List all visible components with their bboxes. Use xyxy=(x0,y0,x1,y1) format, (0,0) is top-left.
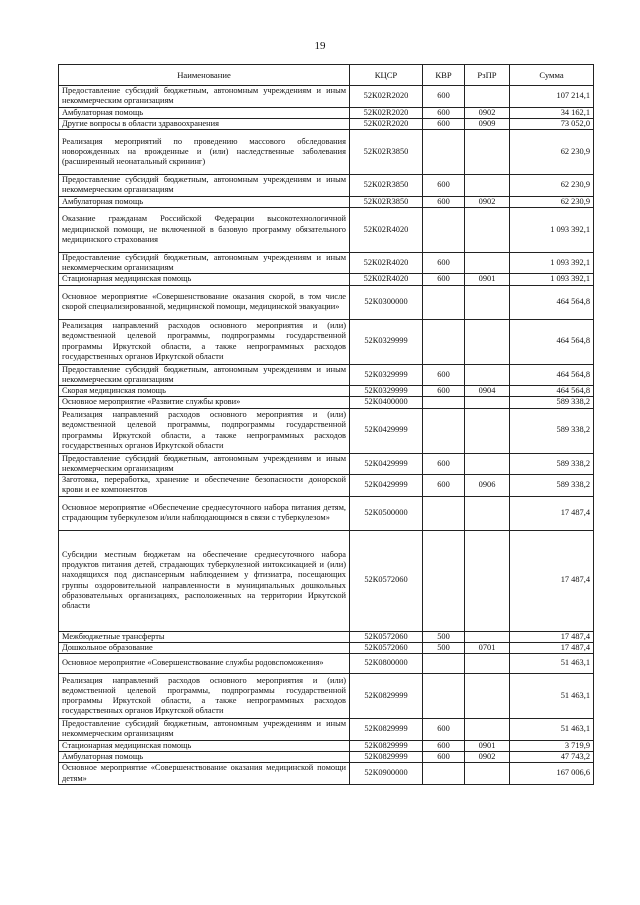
cell-kvr: 500 xyxy=(423,631,465,642)
cell-sum: 47 743,2 xyxy=(510,751,594,762)
table-row xyxy=(59,631,594,642)
cell-rzpr: 0902 xyxy=(465,107,510,118)
cell-rzpr: 0902 xyxy=(465,196,510,207)
table-row xyxy=(59,453,594,475)
cell-sum: 17 487,4 xyxy=(510,496,594,530)
cell-kvr: 600 xyxy=(423,107,465,118)
cell-rzpr xyxy=(465,763,510,785)
cell-name: Основное мероприятие «Развитие службы крови» xyxy=(59,397,350,408)
cell-code: 52К02R4020 xyxy=(350,274,423,285)
cell-name: Стационарная медицинская помощь xyxy=(59,274,350,285)
table-row xyxy=(59,408,594,453)
cell-name: Оказание гражданам Российской Федерации высокотехнологичной медицинской помощи, не включенной в базовую программу обязательного медицинского страхования xyxy=(59,207,350,252)
cell-kvr: 600 xyxy=(423,475,465,497)
cell-kvr xyxy=(423,319,465,364)
header-kvr: КВР xyxy=(423,65,465,86)
cell-name: Предоставление субсидий бюджетным, автономным учреждениям и иным некоммерческим организациям xyxy=(59,175,350,197)
table-row xyxy=(59,86,594,108)
cell-name: Основное мероприятие «Совершенствование оказания медицинской помощи детям» xyxy=(59,763,350,785)
cell-rzpr xyxy=(465,397,510,408)
cell-sum: 589 338,2 xyxy=(510,475,594,497)
cell-code: 52К0429999 xyxy=(350,475,423,497)
header-sum: Сумма xyxy=(510,65,594,86)
cell-rzpr xyxy=(465,453,510,475)
cell-rzpr xyxy=(465,654,510,674)
cell-code: 52К0829999 xyxy=(350,740,423,751)
cell-kvr: 600 xyxy=(423,364,465,386)
cell-name: Предоставление субсидий бюджетным, автономным учреждениям и иным некоммерческим организациям xyxy=(59,252,350,274)
cell-kvr: 600 xyxy=(423,118,465,129)
cell-kvr: 600 xyxy=(423,196,465,207)
cell-code: 52К02R2020 xyxy=(350,86,423,108)
cell-kvr xyxy=(423,530,465,631)
cell-sum: 464 564,8 xyxy=(510,319,594,364)
cell-code: 52К0572060 xyxy=(350,642,423,653)
table-row xyxy=(59,475,594,497)
cell-code: 52К0829999 xyxy=(350,674,423,719)
cell-code: 52К02R4020 xyxy=(350,252,423,274)
cell-sum: 51 463,1 xyxy=(510,674,594,719)
cell-sum: 1 093 392,1 xyxy=(510,274,594,285)
header-code: КЦСР xyxy=(350,65,423,86)
cell-rzpr xyxy=(465,175,510,197)
cell-name: Межбюджетные трансферты xyxy=(59,631,350,642)
cell-code: 52К0429999 xyxy=(350,453,423,475)
table-row xyxy=(59,175,594,197)
cell-sum: 34 162,1 xyxy=(510,107,594,118)
cell-kvr xyxy=(423,285,465,319)
cell-code: 52К0500000 xyxy=(350,496,423,530)
cell-code: 52К0829999 xyxy=(350,719,423,741)
cell-code: 52К02R4020 xyxy=(350,207,423,252)
cell-code: 52К0829999 xyxy=(350,751,423,762)
table-row xyxy=(59,274,594,285)
cell-code: 52К02R2020 xyxy=(350,118,423,129)
table-row xyxy=(59,319,594,364)
cell-name: Предоставление субсидий бюджетным, автономным учреждениям и иным некоммерческим организациям xyxy=(59,719,350,741)
header-name: Наименование xyxy=(59,65,350,86)
cell-kvr xyxy=(423,207,465,252)
cell-rzpr: 0902 xyxy=(465,751,510,762)
cell-sum: 464 564,8 xyxy=(510,364,594,386)
cell-kvr: 600 xyxy=(423,751,465,762)
cell-name: Стационарная медицинская помощь xyxy=(59,740,350,751)
cell-name: Основное мероприятие «Совершенствование оказания скорой, в том числе скорой специализированной, медицинской помощи, медицинской эвакуации» xyxy=(59,285,350,319)
table-row xyxy=(59,130,594,175)
cell-code: 52К0572060 xyxy=(350,530,423,631)
cell-sum: 51 463,1 xyxy=(510,719,594,741)
cell-kvr: 500 xyxy=(423,642,465,653)
cell-kvr xyxy=(423,397,465,408)
table-row xyxy=(59,530,594,631)
cell-sum: 51 463,1 xyxy=(510,654,594,674)
cell-name: Дошкольное образование xyxy=(59,642,350,653)
cell-name: Реализация направлений расходов основного мероприятия и (или) ведомственной целевой программы, подпрограммы государственной программы Иркутской области, а также непрограммных расходов государственных органов Иркутской области xyxy=(59,674,350,719)
cell-sum: 464 564,8 xyxy=(510,285,594,319)
cell-kvr xyxy=(423,654,465,674)
cell-name: Скорая медицинская помощь xyxy=(59,386,350,397)
cell-rzpr xyxy=(465,408,510,453)
table-body xyxy=(59,86,594,785)
cell-sum: 62 230,9 xyxy=(510,196,594,207)
cell-name: Предоставление субсидий бюджетным, автономным учреждениям и иным некоммерческим организациям xyxy=(59,364,350,386)
cell-name: Предоставление субсидий бюджетным, автономным учреждениям и иным некоммерческим организациям xyxy=(59,86,350,108)
cell-kvr xyxy=(423,130,465,175)
cell-code: 52К02R3850 xyxy=(350,175,423,197)
cell-code: 52К02R3850 xyxy=(350,130,423,175)
cell-code: 52К0329999 xyxy=(350,319,423,364)
cell-sum: 62 230,9 xyxy=(510,175,594,197)
cell-kvr: 600 xyxy=(423,386,465,397)
cell-code: 52К0400000 xyxy=(350,397,423,408)
cell-rzpr: 0901 xyxy=(465,740,510,751)
cell-rzpr: 0904 xyxy=(465,386,510,397)
cell-rzpr: 0909 xyxy=(465,118,510,129)
cell-name: Заготовка, переработка, хранение и обеспечение безопасности донорской крови и ее компонентов xyxy=(59,475,350,497)
table-row xyxy=(59,364,594,386)
cell-name: Реализация направлений расходов основного мероприятия и (или) ведомственной целевой программы, подпрограммы государственной программы Иркутской области, а также непрограммных расходов государственных органов Иркутской области xyxy=(59,408,350,453)
table-row xyxy=(59,207,594,252)
cell-name: Другие вопросы в области здравоохранения xyxy=(59,118,350,129)
cell-rzpr xyxy=(465,285,510,319)
cell-sum: 589 338,2 xyxy=(510,397,594,408)
cell-name: Реализация направлений расходов основного мероприятия и (или) ведомственной целевой программы, подпрограммы государственной программы Иркутской области, а также непрограммных расходов государственных органов Иркутской области xyxy=(59,319,350,364)
cell-name: Основное мероприятие «Обеспечение среднесуточного набора питания детям, страдающим туберкулезом и/или наблюдающимся в связи с туберкулезом» xyxy=(59,496,350,530)
cell-sum: 167 006,6 xyxy=(510,763,594,785)
cell-code: 52К0329999 xyxy=(350,386,423,397)
cell-kvr: 600 xyxy=(423,86,465,108)
cell-code: 52К0900000 xyxy=(350,763,423,785)
header-rzpr: РзПР xyxy=(465,65,510,86)
cell-name: Амбулаторная помощь xyxy=(59,196,350,207)
cell-name: Предоставление субсидий бюджетным, автономным учреждениям и иным некоммерческим организациям xyxy=(59,453,350,475)
cell-sum: 464 564,8 xyxy=(510,386,594,397)
cell-sum: 3 719,9 xyxy=(510,740,594,751)
cell-kvr: 600 xyxy=(423,740,465,751)
page-number: 19 xyxy=(314,40,326,52)
cell-name: Амбулаторная помощь xyxy=(59,751,350,762)
cell-kvr xyxy=(423,408,465,453)
cell-kvr xyxy=(423,674,465,719)
table-row xyxy=(59,642,594,653)
table-row xyxy=(59,674,594,719)
table-row xyxy=(59,386,594,397)
cell-sum: 17 487,4 xyxy=(510,530,594,631)
cell-rzpr xyxy=(465,719,510,741)
cell-sum: 62 230,9 xyxy=(510,130,594,175)
cell-sum: 1 093 392,1 xyxy=(510,252,594,274)
cell-code: 52К0800000 xyxy=(350,654,423,674)
cell-sum: 589 338,2 xyxy=(510,453,594,475)
table-row xyxy=(59,118,594,129)
table-row xyxy=(59,107,594,118)
cell-code: 52К02R3850 xyxy=(350,196,423,207)
cell-kvr: 600 xyxy=(423,274,465,285)
cell-name: Основное мероприятие «Совершенствование службы родовспоможения» xyxy=(59,654,350,674)
cell-kvr: 600 xyxy=(423,453,465,475)
cell-rzpr xyxy=(465,319,510,364)
cell-rzpr xyxy=(465,631,510,642)
table-header-row xyxy=(59,65,594,86)
table-row xyxy=(59,285,594,319)
cell-kvr: 600 xyxy=(423,175,465,197)
table-row xyxy=(59,397,594,408)
table-row xyxy=(59,196,594,207)
cell-kvr xyxy=(423,496,465,530)
table-row xyxy=(59,751,594,762)
cell-sum: 1 093 392,1 xyxy=(510,207,594,252)
cell-name: Реализация мероприятий по проведению массового обследования новорожденных на врожденные и (или) наследственные заболевания (расширенный неонатальный скрининг) xyxy=(59,130,350,175)
cell-sum: 107 214,1 xyxy=(510,86,594,108)
cell-sum: 589 338,2 xyxy=(510,408,594,453)
cell-code: 52К0429999 xyxy=(350,408,423,453)
table-row xyxy=(59,740,594,751)
table-row xyxy=(59,496,594,530)
cell-code: 52К0572060 xyxy=(350,631,423,642)
table-row xyxy=(59,763,594,785)
cell-code: 52К0329999 xyxy=(350,364,423,386)
cell-rzpr xyxy=(465,674,510,719)
cell-rzpr xyxy=(465,364,510,386)
cell-rzpr: 0901 xyxy=(465,274,510,285)
table-row xyxy=(59,252,594,274)
cell-rzpr xyxy=(465,207,510,252)
cell-rzpr xyxy=(465,86,510,108)
cell-rzpr xyxy=(465,530,510,631)
cell-kvr: 600 xyxy=(423,719,465,741)
cell-kvr xyxy=(423,763,465,785)
cell-sum: 73 052,0 xyxy=(510,118,594,129)
cell-name: Амбулаторная помощь xyxy=(59,107,350,118)
cell-rzpr: 0906 xyxy=(465,475,510,497)
table-row xyxy=(59,719,594,741)
cell-name: Субсидии местным бюджетам на обеспечение среднесуточного набора продуктов питания детей, страдающих туберкулезной интоксикацией и (или) находящихся под диспансерным наблюдением у фтизиатра, посещающих группы оздоровительной направленности в муниципальных дошкольных образовательных организациях, расположенных на территории Иркутской области xyxy=(59,530,350,631)
cell-kvr: 600 xyxy=(423,252,465,274)
budget-table xyxy=(58,64,594,785)
cell-code: 52К02R2020 xyxy=(350,107,423,118)
cell-code: 52К0300000 xyxy=(350,285,423,319)
cell-rzpr xyxy=(465,130,510,175)
cell-rzpr xyxy=(465,252,510,274)
table-row xyxy=(59,654,594,674)
cell-sum: 17 487,4 xyxy=(510,642,594,653)
cell-rzpr: 0701 xyxy=(465,642,510,653)
cell-sum: 17 487,4 xyxy=(510,631,594,642)
cell-rzpr xyxy=(465,496,510,530)
